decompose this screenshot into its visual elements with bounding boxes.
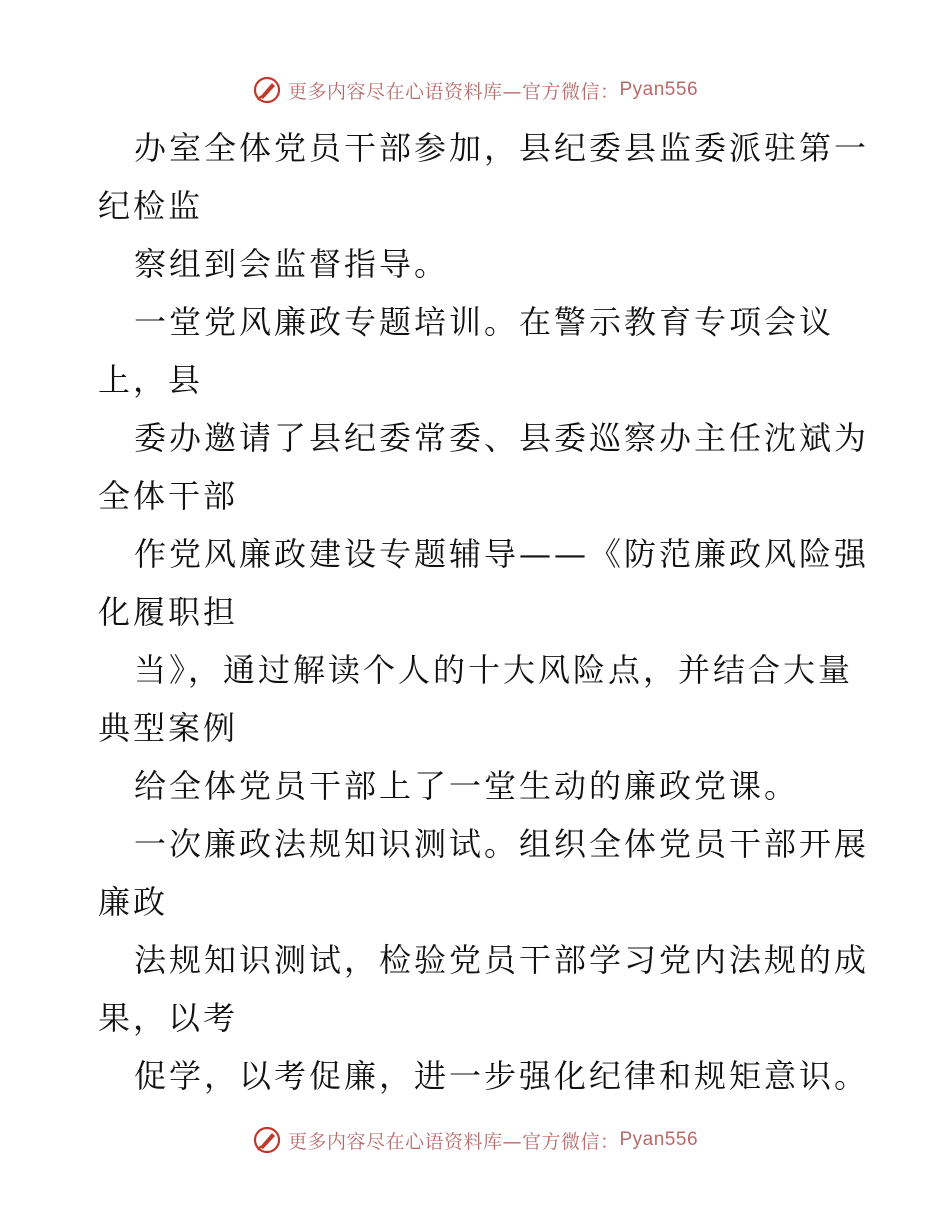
body-line: 全体干部 — [98, 477, 239, 515]
watermark-text: 更多内容尽在心语资料库—官方微信： — [287, 80, 620, 103]
watermark-wechat-id: Pyan556 — [619, 1129, 699, 1150]
watermark-text: 更多内容尽在心语资料库—官方微信： — [287, 1130, 620, 1153]
body-line: 纪检监 — [98, 187, 204, 225]
body-line: 给全体党员干部上了一堂生动的廉政党课。 — [134, 767, 800, 805]
body-line: 典型案例 — [98, 709, 239, 747]
body-line: 法规知识测试，检验党员干部学习党内法规的成 — [134, 941, 870, 979]
footer-watermark — [0, 1120, 950, 1160]
header-watermark — [0, 70, 950, 110]
body-line: 察组到会监督指导。 — [134, 245, 450, 283]
body-line: 作党风廉政建设专题辅导——《防范廉政风险强 — [134, 535, 870, 573]
watermark-wechat-id: Pyan556 — [619, 79, 699, 100]
body-line: 一次廉政法规知识测试。组织全体党员干部开展 — [134, 825, 870, 863]
quill-pen-logo-icon — [252, 75, 282, 105]
body-line: 化履职担 — [98, 593, 239, 631]
body-line: 委办邀请了县纪委常委、县委巡察办主任沈斌为 — [134, 419, 870, 457]
body-line: 果，以考 — [98, 999, 239, 1037]
body-line: 办室全体党员干部参加，县纪委县监委派驻第一 — [134, 129, 870, 167]
body-line: 廉政 — [98, 883, 169, 921]
body-line: 当》，通过解读个人的十大风险点，并结合大量 — [134, 651, 854, 689]
body-line: 一堂党风廉政专题培训。在警示教育专项会议 — [134, 303, 835, 341]
body-line: 上，县 — [98, 361, 204, 399]
quill-pen-logo-icon — [252, 1125, 282, 1155]
body-line: 促学，以考促廉，进一步强化纪律和规矩意识。 — [134, 1057, 870, 1095]
